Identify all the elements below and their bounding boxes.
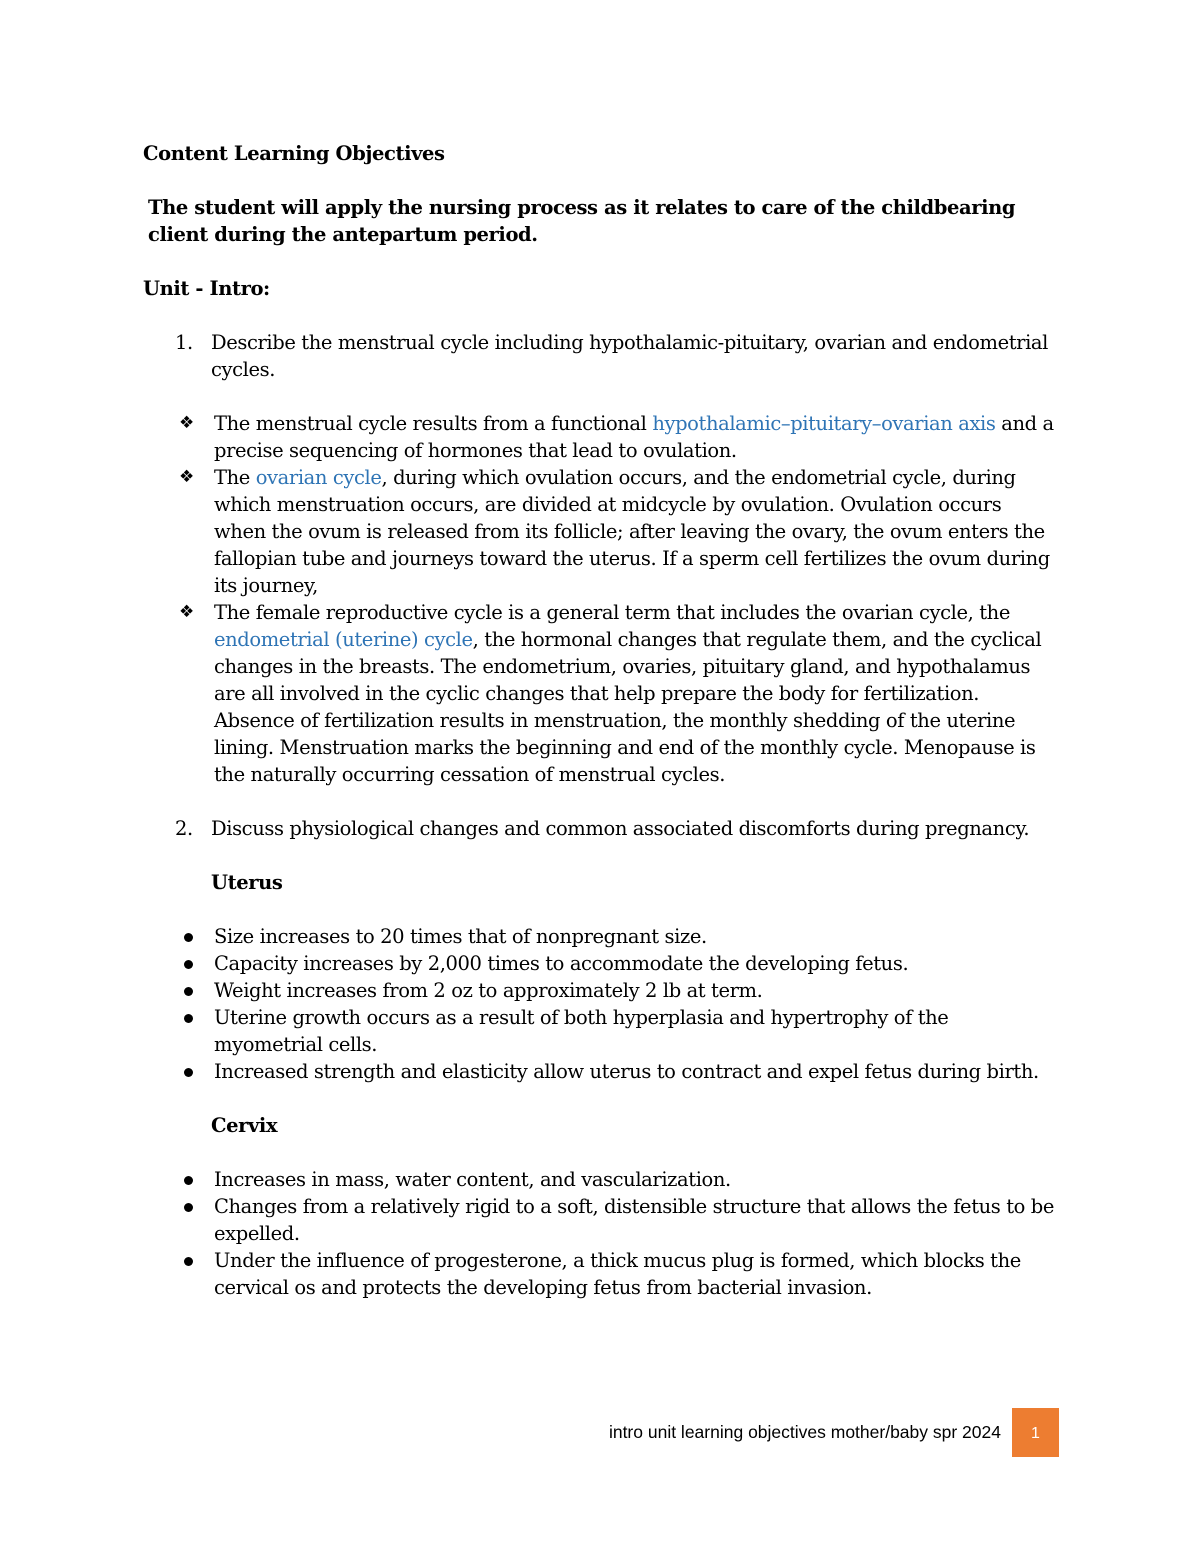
- bullet-text: Uterine growth occurs as a result of both hyperplasia and hypertrophy of the myometrial cells.: [214, 1006, 949, 1056]
- objective-text: Describe the menstrual cycle including hypothalamic-pituitary, ovarian and endometrial cycles.: [211, 331, 1048, 381]
- bullet-text: Changes from a relatively rigid to a soft, distensible structure that allows the fetus to be expelled.: [214, 1195, 1054, 1245]
- dot-bullet-icon: [184, 1203, 193, 1212]
- list-item: [143, 950, 1058, 977]
- hyperlink[interactable]: ovarian cycle: [255, 466, 382, 489]
- dot-bullet-icon: [184, 933, 193, 942]
- bullet-text: The menstrual cycle results from a functional: [214, 412, 653, 435]
- cervix-list: [143, 1166, 1058, 1301]
- bullet-text: Size increases to 20 times that of nonpregnant size.: [214, 925, 707, 948]
- bullet-text: Increased strength and elasticity allow uterus to contract and expel fetus during birth.: [214, 1060, 1039, 1083]
- bullet-text: The: [214, 466, 256, 489]
- unit-title: Unit - Intro:: [143, 277, 270, 300]
- bullet-text: and a precise sequencing of hormones that lead to ovulation.: [214, 412, 1054, 462]
- list-item: [143, 1247, 1058, 1301]
- uterus-list: [143, 923, 1058, 1085]
- list-item: [143, 410, 1058, 464]
- bullet-text: Under the influence of progesterone, a thick mucus plug is formed, which blocks the cervical os and protects the developing fetus from bacterial invasion.: [214, 1249, 1021, 1299]
- section-heading-cervix: Cervix: [211, 1114, 278, 1137]
- dot-bullet-icon: [184, 1014, 193, 1023]
- list-item: [143, 1004, 1058, 1058]
- list-item: [143, 1166, 1058, 1193]
- bullet-text: , during which ovulation occurs, and the endometrial cycle, during which menstruation occurs, are divided at midcycle by ovulation. Ovulation occurs when the ovum is released from its follicle; after leaving the ovary, the ovum enters the fallopian tube and journeys toward the uterus. If a sperm cell fertilizes the ovum during its journey,: [214, 466, 1050, 597]
- objective-1: [143, 329, 1058, 383]
- hyperlink[interactable]: endometrial (uterine) cycle: [214, 628, 473, 651]
- diamond-bullet-icon: ❖: [179, 467, 194, 487]
- objective-number: 1.: [175, 331, 193, 354]
- list-item: [143, 599, 1058, 788]
- page-footer: [0, 1408, 1200, 1458]
- diamond-bullet-icon: ❖: [179, 602, 194, 622]
- list-item: [143, 464, 1058, 599]
- dot-bullet-icon: [184, 960, 193, 969]
- course-goal: The student will apply the nursing process as it relates to care of the childbearing client during the antepartum period.: [148, 196, 1016, 246]
- list-item: [143, 977, 1058, 1004]
- page-number-badge: 1: [1012, 1408, 1059, 1457]
- list-item: [143, 1193, 1058, 1247]
- page-content: [143, 140, 1058, 1301]
- list-item: [143, 923, 1058, 950]
- objective-1-bullets: [143, 410, 1058, 788]
- footer-text: intro unit learning objectives mother/baby spr 2024: [608, 1422, 1001, 1442]
- bullet-text: Weight increases from 2 oz to approximately 2 lb at term.: [214, 979, 763, 1002]
- bullet-text: Capacity increases by 2,000 times to accommodate the developing fetus.: [214, 952, 909, 975]
- objective-text: Discuss physiological changes and common associated discomforts during pregnancy.: [211, 817, 1030, 840]
- bullet-text: The female reproductive cycle is a general term that includes the ovarian cycle, the: [214, 601, 1010, 624]
- dot-bullet-icon: [184, 1068, 193, 1077]
- objective-number: 2.: [175, 817, 193, 840]
- dot-bullet-icon: [184, 1257, 193, 1266]
- dot-bullet-icon: [184, 1176, 193, 1185]
- hyperlink[interactable]: hypothalamic–pituitary–ovarian axis: [652, 412, 996, 435]
- document-title: Content Learning Objectives: [143, 142, 445, 165]
- bullet-text: Increases in mass, water content, and vascularization.: [214, 1168, 731, 1191]
- bullet-text: , the hormonal changes that regulate them, and the cyclical changes in the breasts. The endometrium, ovaries, pituitary gland, and hypothalamus are all involved in the cyclic changes that help prepare the body for fertilization. Absence of fertilization results in menstruation, the monthly shedding of the uterine lining. Menstruation marks the beginning and end of the monthly cycle. Menopause is the naturally occurring cessation of menstrual cycles.: [214, 628, 1042, 786]
- objective-2: [143, 815, 1058, 842]
- diamond-bullet-icon: ❖: [179, 413, 194, 433]
- dot-bullet-icon: [184, 987, 193, 996]
- section-heading-uterus: Uterus: [211, 871, 283, 894]
- list-item: [143, 1058, 1058, 1085]
